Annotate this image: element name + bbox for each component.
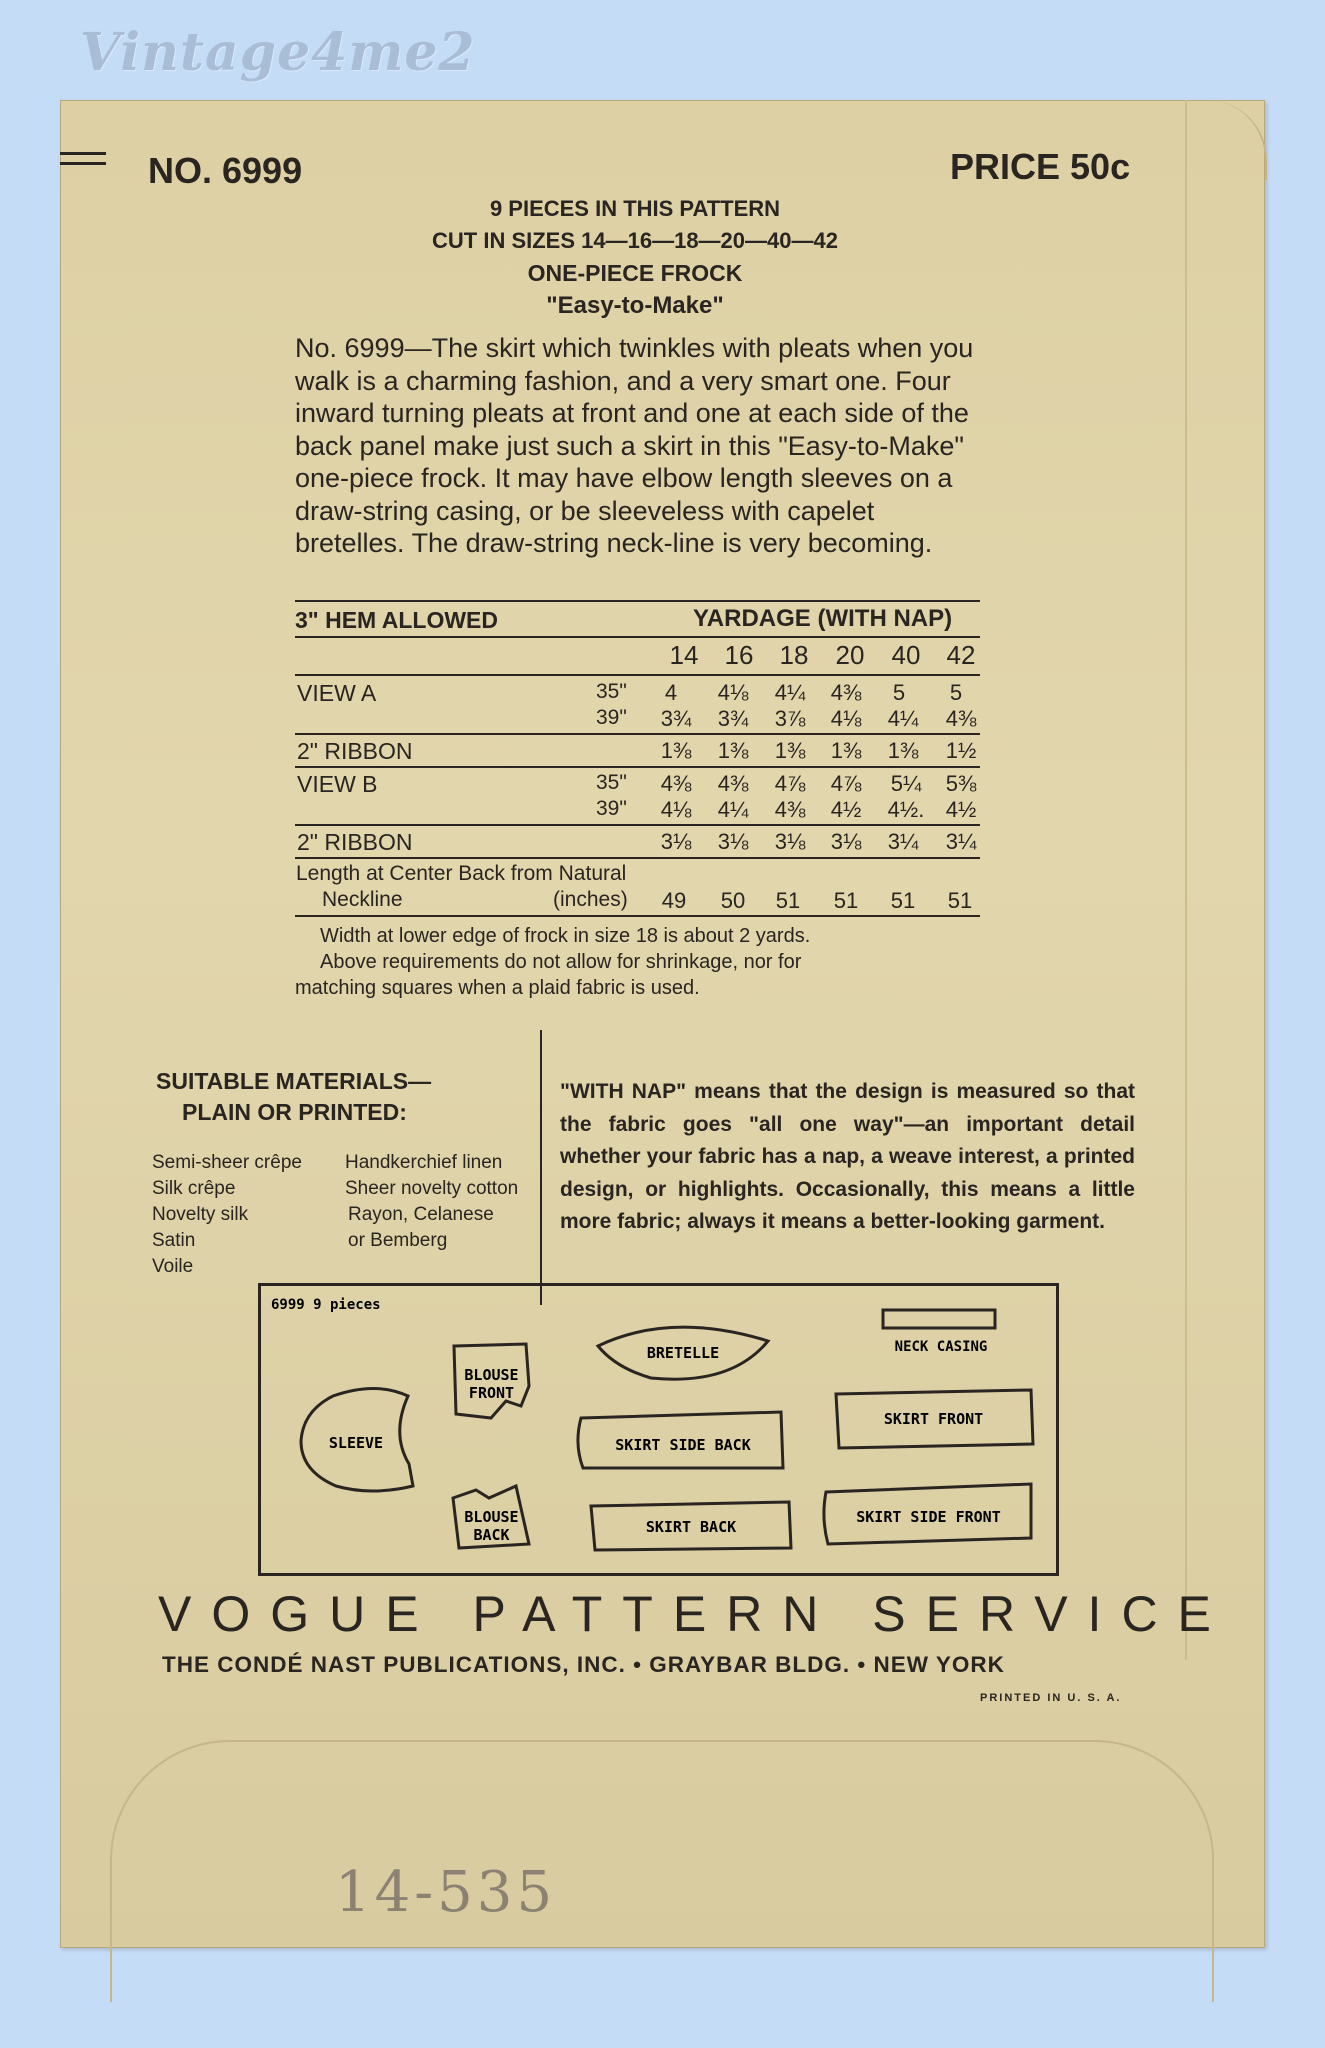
length-cell: 51 bbox=[890, 888, 916, 913]
yardage-cell: 4⅜ bbox=[774, 797, 806, 822]
material-item: Voile bbox=[152, 1256, 194, 1277]
material-item: Satin bbox=[152, 1230, 196, 1251]
table-rule-sizes bbox=[295, 674, 980, 676]
yardage-cell: 1⅜ bbox=[774, 738, 806, 763]
yardage-cell: 3¾ bbox=[717, 706, 749, 731]
yardage-cell: 4⅜ bbox=[717, 771, 749, 796]
table-rule bbox=[295, 824, 980, 826]
length-cell: 49 bbox=[661, 888, 687, 913]
pattern-number: NO. 6999 bbox=[148, 150, 303, 191]
fabric-width: 39" bbox=[596, 706, 627, 729]
style-name: ONE-PIECE FROCK bbox=[527, 260, 743, 286]
fabric-width: 35" bbox=[596, 680, 627, 703]
length-cell: 51 bbox=[947, 888, 973, 913]
plaid-note: matching squares when a plaid fabric is used. bbox=[295, 977, 700, 999]
piece-label-line: BACK bbox=[473, 1526, 510, 1544]
yardage-cell: 4⅜ bbox=[660, 771, 692, 796]
yardage-cell: 5 bbox=[949, 680, 963, 705]
yardage-cell: 3¼ bbox=[945, 829, 977, 854]
table-rule bbox=[295, 857, 980, 859]
yardage-cell: 4¼ bbox=[887, 706, 919, 731]
material-item: Handkerchief linen bbox=[345, 1152, 503, 1173]
piece-skirt-front: SKIRT FRONT bbox=[883, 1410, 984, 1428]
view-a-label: VIEW A bbox=[297, 680, 377, 706]
size-header: 18 bbox=[779, 640, 809, 670]
size-header: 20 bbox=[835, 640, 865, 670]
yardage-cell: 4⅜ bbox=[830, 680, 862, 705]
yardage-cell: 3⅛ bbox=[774, 829, 806, 854]
yardage-cell: 3⅞ bbox=[774, 706, 806, 731]
fabric-width: 35" bbox=[596, 771, 627, 794]
piece-blouse-front bbox=[454, 1366, 529, 1402]
table-rule-header bbox=[295, 636, 980, 638]
yardage-title: YARDAGE (WITH NAP) bbox=[693, 605, 953, 632]
pattern-pieces-diagram bbox=[258, 1283, 1059, 1576]
table-rule-bottom bbox=[295, 915, 980, 917]
yardage-cell: 4⅞ bbox=[774, 771, 806, 796]
table-rule bbox=[295, 733, 980, 735]
length-cell: 50 bbox=[720, 888, 746, 913]
printed-in-usa: PRINTED IN U. S. A. bbox=[980, 1692, 1122, 1704]
yardage-cell: 1⅜ bbox=[830, 738, 862, 763]
yardage-cell: 4 bbox=[664, 680, 678, 705]
length-cell: 51 bbox=[775, 888, 801, 913]
yardage-cell: 4⅞ bbox=[830, 771, 862, 796]
shrinkage-note: Above requirements do not allow for shrinkage, nor for bbox=[320, 951, 802, 973]
view-b-label: VIEW B bbox=[297, 771, 378, 797]
table-rule-top bbox=[295, 600, 980, 602]
envelope-bottom-flap bbox=[110, 1740, 1214, 2002]
yardage-cell: 1⅜ bbox=[660, 738, 692, 763]
piece-skirt-back: SKIRT BACK bbox=[645, 1518, 737, 1536]
piece-bretelle: BRETELLE bbox=[646, 1344, 720, 1362]
yardage-cell: 3⅛ bbox=[660, 829, 692, 854]
material-item: Rayon, Celanese bbox=[348, 1204, 494, 1225]
fabric-width: 39" bbox=[596, 797, 627, 820]
yardage-cell: 3¾ bbox=[660, 706, 692, 731]
column-divider bbox=[540, 1030, 542, 1305]
publisher-line: THE CONDÉ NAST PUBLICATIONS, INC. • GRAYBAR BLDG. • NEW YORK bbox=[162, 1652, 1005, 1677]
yardage-cell: 4½ bbox=[830, 797, 862, 822]
piece-label-line: BLOUSE bbox=[464, 1366, 519, 1384]
yardage-cell: 4½ bbox=[945, 797, 977, 822]
ribbon-label: 2" RIBBON bbox=[297, 738, 413, 764]
size-header: 14 bbox=[669, 640, 699, 670]
envelope-flap-edge bbox=[1185, 100, 1187, 1660]
material-item: Silk crêpe bbox=[152, 1178, 236, 1199]
pattern-description: No. 6999—The skirt which twinkles with pleats when you walk is a charming fashion, and a very smart one. Four inward turning pleats at front and one at each side of the back panel make just such a skirt in this "Easy-to-Make" one-piece frock. It may have elbow length sleeves on a draw-string casing, or be sleeveless with capelet bretelles. The draw-string neck-line is very becoming. bbox=[295, 333, 974, 558]
length-label-neckline: Neckline bbox=[322, 888, 403, 911]
price: PRICE 50c bbox=[950, 146, 1131, 187]
piece-neck-casing: NECK CASING bbox=[894, 1339, 988, 1355]
yardage-cell: 4⅜ bbox=[945, 706, 977, 731]
yardage-cell: 5 bbox=[892, 680, 906, 705]
materials-heading-line-1: SUITABLE MATERIALS— bbox=[156, 1068, 432, 1094]
envelope-flap-corner bbox=[1120, 100, 1267, 180]
cut-sizes: CUT IN SIZES 14—16—18—20—40—42 bbox=[432, 228, 838, 253]
yardage-cell: 1½ bbox=[945, 738, 977, 763]
materials-heading-line-2: PLAIN OR PRINTED: bbox=[182, 1099, 407, 1125]
yardage-cell: 4⅛ bbox=[717, 680, 749, 705]
yardage-cell: 3¼ bbox=[887, 829, 919, 854]
yardage-cell: 4½. bbox=[887, 797, 925, 822]
materials-heading bbox=[156, 1066, 431, 1128]
material-item: Semi-sheer crêpe bbox=[152, 1152, 302, 1173]
materials-list-2 bbox=[345, 1150, 518, 1254]
size-header: 42 bbox=[946, 640, 976, 670]
piece-skirt-side-front: SKIRT SIDE FRONT bbox=[856, 1508, 1001, 1526]
yardage-cell: 4¼ bbox=[774, 680, 806, 705]
length-cell: 51 bbox=[833, 888, 859, 913]
ribbon-label: 2" RIBBON bbox=[297, 829, 413, 855]
size-header: 16 bbox=[724, 640, 754, 670]
piece-skirt-side-back: SKIRT SIDE BACK bbox=[615, 1436, 751, 1454]
yardage-cell: 5⅜ bbox=[945, 771, 977, 796]
yardage-cell: 5¼ bbox=[890, 771, 922, 796]
yardage-cell: 3⅛ bbox=[717, 829, 749, 854]
yardage-cell: 3⅛ bbox=[830, 829, 862, 854]
material-item: Novelty silk bbox=[152, 1204, 249, 1225]
material-item: or Bemberg bbox=[348, 1230, 448, 1251]
brand-name: VOGUE PATTERN SERVICE bbox=[158, 1586, 1231, 1642]
yardage-cell: 1⅜ bbox=[887, 738, 919, 763]
size-header: 40 bbox=[891, 640, 921, 670]
piece-sleeve: SLEEVE bbox=[328, 1434, 384, 1452]
inventory-stamp: 14-535 bbox=[335, 1860, 557, 1925]
hem-allowed-label: 3" HEM ALLOWED bbox=[295, 607, 498, 633]
piece-label-line: BLOUSE bbox=[464, 1508, 519, 1526]
length-unit: (inches) bbox=[553, 888, 628, 911]
material-item: Sheer novelty cotton bbox=[345, 1178, 519, 1199]
yardage-cell: 1⅜ bbox=[717, 738, 749, 763]
piece-label-line: FRONT bbox=[468, 1384, 515, 1402]
table-rule bbox=[295, 766, 980, 768]
yardage-cell: 4¼ bbox=[717, 797, 749, 822]
width-note: Width at lower edge of frock in size 18 is about 2 yards. bbox=[320, 925, 811, 947]
watermark: Vintage4me2 bbox=[80, 22, 476, 83]
style-subtitle: "Easy-to-Make" bbox=[546, 292, 724, 319]
yardage-cell: 4⅛ bbox=[830, 706, 862, 731]
length-label: Length at Center Back from Natural bbox=[296, 862, 627, 885]
neck-casing-shape bbox=[883, 1310, 995, 1328]
header-mark bbox=[60, 152, 106, 155]
diagram-header: 6999 9 pieces bbox=[271, 1297, 381, 1313]
pieces-count: 9 PIECES IN THIS PATTERN bbox=[489, 196, 781, 221]
materials-list-1 bbox=[152, 1150, 302, 1280]
yardage-cell: 4⅛ bbox=[660, 797, 692, 822]
piece-blouse-back bbox=[454, 1508, 529, 1544]
with-nap-explanation: "WITH NAP" means that the design is measured so that the fabric goes "all one way"—an important detail whether your fabric has a nap, a weave interest, a printed design, or highlights. Occasionally, this means a little more fabric; always it means a better-looking garment. bbox=[560, 1080, 1135, 1233]
